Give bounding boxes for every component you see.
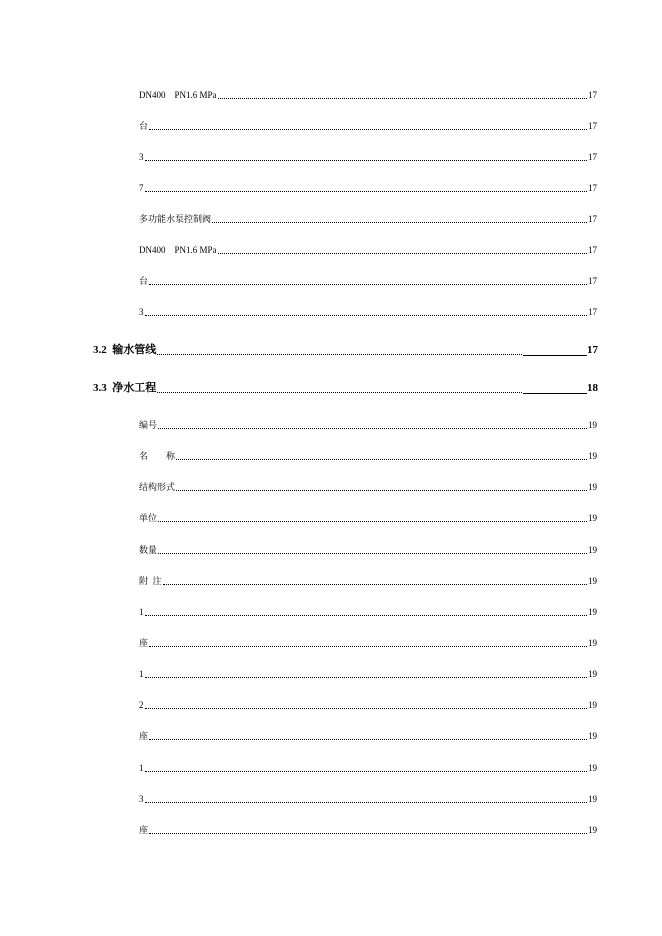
toc-entry-label: 名 称 [139,451,176,461]
toc-entry-page: 17 [588,121,597,131]
toc-entry-page: 19 [588,638,597,648]
dot-leader [158,428,587,429]
toc-entry-label: 3 [139,307,144,317]
toc-entry[interactable] [139,451,597,462]
toc-entry[interactable] [139,513,597,524]
toc-section-entry[interactable] [93,344,598,357]
toc-entry[interactable] [139,607,597,618]
dot-leader [145,615,588,616]
toc-entry-page: 19 [588,825,597,835]
toc-entry-label: 单位 [139,513,158,523]
toc-entry-page: 19 [588,513,597,523]
dot-leader [176,490,587,491]
dot-leader [158,553,587,554]
toc-entry-page: 17 [588,90,597,100]
toc-entry[interactable] [139,794,597,805]
toc-entry-label: 3 [139,794,144,804]
toc-entry[interactable] [139,545,597,556]
dot-leader [212,222,587,223]
toc-entry-page: 19 [588,545,597,555]
dot-leader [149,833,587,834]
toc-entry-label: 台 [139,121,149,131]
toc-entry[interactable] [139,638,597,649]
toc-entry-page: 19 [588,763,597,773]
dot-leader [149,739,587,740]
dot-leader [145,708,588,709]
toc-entry-page: 19 [588,731,597,741]
toc-entry-label: 座 [139,731,149,741]
toc-entry[interactable] [139,576,597,587]
toc-entry[interactable] [139,152,597,163]
toc-entry[interactable] [139,121,597,132]
dot-leader [145,160,588,161]
toc-entry-page: 17 [588,183,597,193]
toc-entry-label: 1 [139,607,144,617]
dot-leader [157,392,522,393]
toc-entry-label: 2 [139,700,144,710]
dot-leader [149,284,587,285]
toc-entry-label: 台 [139,276,149,286]
dot-leader [145,677,588,678]
toc-entry-page: 19 [588,700,597,710]
toc-entry-page: 17 [588,307,597,317]
toc-entry-page: 19 [588,607,597,617]
toc-entry[interactable] [139,214,597,225]
toc-entry-label: DN400 PN1.6 MPa [139,90,217,100]
toc-entry-page: 19 [588,794,597,804]
toc-entry-label: 3.2 输水管线 [93,344,157,356]
dot-leader [157,354,522,355]
toc-entry-label: 3.3 净水工程 [93,382,157,394]
toc-entry-label: 座 [139,825,149,835]
dot-leader [145,191,588,192]
dot-leader [163,584,587,585]
toc-entry-page: 17 [588,276,597,286]
toc-entry[interactable] [139,90,597,101]
toc-entry-label: 3 [139,152,144,162]
toc-entry[interactable] [139,245,597,256]
toc-entry-label: 1 [139,763,144,773]
dot-leader [218,98,587,99]
toc-entry[interactable] [139,731,597,742]
dot-leader [158,521,587,522]
toc-entry-label: 数量 [139,545,158,555]
toc-entry-label: 编号 [139,420,158,430]
toc-section-entry[interactable] [93,382,598,395]
toc-entry[interactable] [139,669,597,680]
toc-entry-page: 17 [587,344,598,356]
toc-entry-page: 19 [588,669,597,679]
toc-entry-label: 附 注 [139,576,162,586]
toc-entry[interactable] [139,482,597,493]
toc-entry-page: 19 [588,576,597,586]
toc-entry[interactable] [139,825,597,836]
leader-rule [523,393,587,394]
toc-entry[interactable] [139,700,597,711]
toc-entry[interactable] [139,183,597,194]
toc-entry-label: 座 [139,638,149,648]
dot-leader [145,802,588,803]
toc-entry-label: 1 [139,669,144,679]
toc-entry-page: 19 [588,482,597,492]
toc-entry-page: 18 [587,382,598,394]
toc-entry[interactable] [139,307,597,318]
toc-entry-page: 17 [588,152,597,162]
dot-leader [176,459,587,460]
toc-entry-label: 结构形式 [139,482,176,492]
toc-entry-label: 7 [139,183,144,193]
toc-entry-label: DN400 PN1.6 MPa [139,245,217,255]
toc-entry[interactable] [139,763,597,774]
toc-entry[interactable] [139,420,597,431]
toc-entry-page: 19 [588,451,597,461]
toc-entry-page: 17 [588,214,597,224]
toc-entry-label: 多功能水泵控制阀 [139,214,212,224]
toc-entry-page: 17 [588,245,597,255]
leader-rule [523,355,587,356]
dot-leader [149,646,587,647]
dot-leader [145,771,588,772]
dot-leader [145,315,588,316]
toc-entry-page: 19 [588,420,597,430]
toc-entry[interactable] [139,276,597,287]
dot-leader [218,253,587,254]
dot-leader [149,129,587,130]
